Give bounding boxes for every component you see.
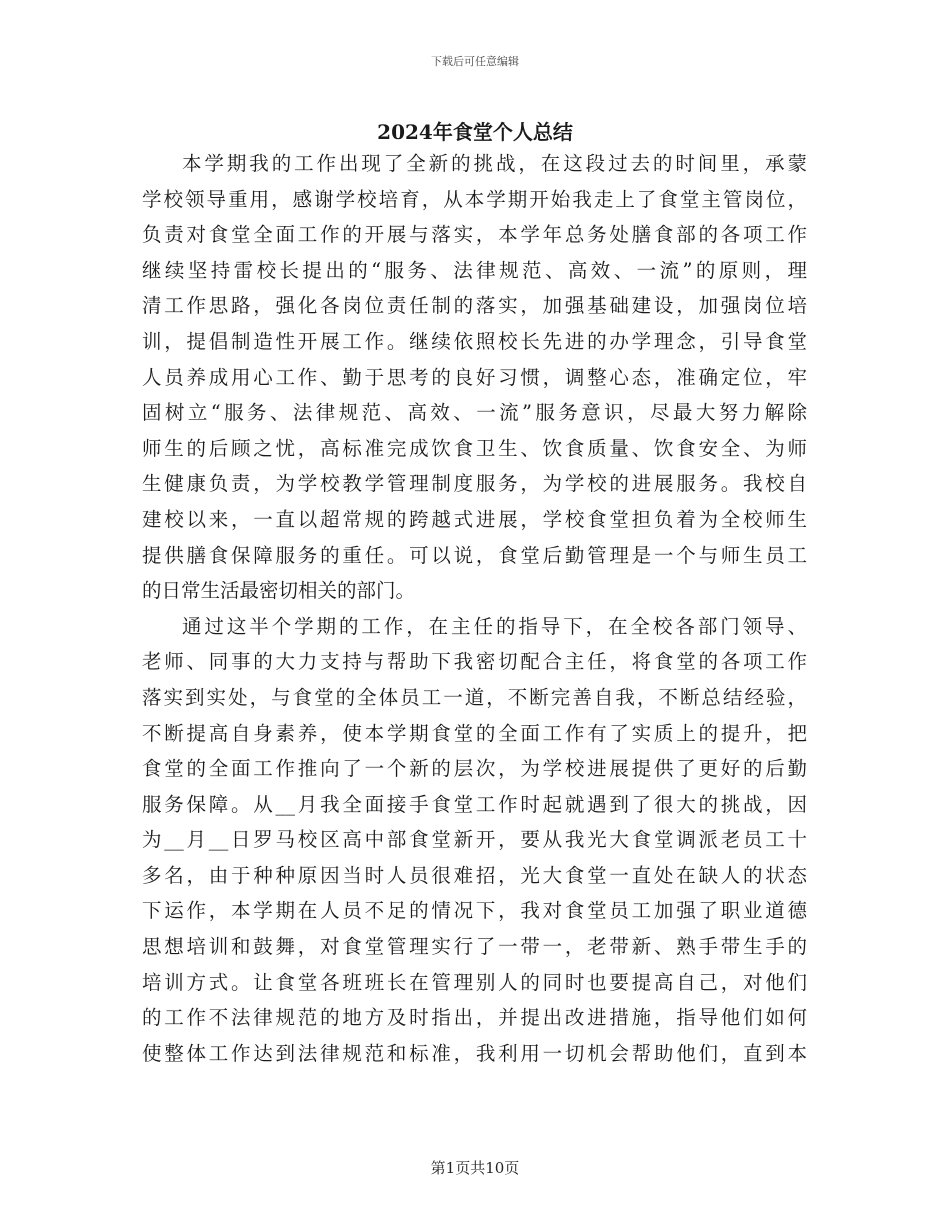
text-line: 的日常生活最密切相关的部门。 [142,579,416,603]
text-line: 建校以来，一直以超常规的跨越式进展，学校食堂担负着为全校师生 [142,507,807,531]
text-line: 下运作，本学期在人员不足的情况下，我对食堂员工加强了职业道德 [142,899,807,923]
text-line: 训，提倡制造性开展工作。继续依照校长先进的办学理念，引导食堂 [142,329,807,353]
text-line: 落实到实处，与食堂的全体员工一道，不断完善自我，不断总结经验， [142,685,807,709]
document-body [142,146,807,1071]
text-line: 使整体工作达到法律规范和标准，我利用一切机会帮助他们，直到本 [142,1041,807,1065]
text-line: 负责对食堂全面工作的开展与落实，本学年总务处膳食部的各项工作 [142,223,807,247]
text-line: 老师、同事的大力支持与帮助下我密切配合主任，将食堂的各项工作 [142,650,807,674]
text-line: 通过这半个学期的工作，在主任的指导下，在全校各部门领导、 [182,614,807,638]
text-line: 继续坚持雷校长提出的“服务、法律规范、高效、一流”的原则，理 [142,258,807,282]
text-line: 学校领导重用，感谢学校培育，从本学期开始我走上了食堂主管岗位， [142,187,807,211]
text-line: 生健康负责，为学校教学管理制度服务，为学校的进展服务。我校自 [142,472,807,496]
text-line: 清工作思路，强化各岗位责任制的落实，加强基础建设，加强岗位培 [142,294,807,318]
text-line: 人员养成用心工作、勤于思考的良好习惯，调整心态，准确定位，牢 [142,365,807,389]
text-line: 师生的后顾之忧，高标准完成饮食卫生、饮食质量、饮食安全、为师 [142,436,807,460]
text-line: 本学期我的工作出现了全新的挑战，在这段过去的时间里，承蒙 [182,152,807,175]
page-header-note: 下载后可任意编辑 [431,55,519,68]
text-line: 培训方式。让食堂各班班长在管理别人的同时也要提高自己，对他们 [142,970,807,994]
paragraph-2 [142,609,807,1072]
text-line: 固树立“服务、法律规范、高效、一流”服务意识，尽最大努力解除 [142,401,807,425]
text-line: 为__月__日罗马校区高中部食堂新开，要从我光大食堂调派老员工十 [142,828,807,852]
text-line: 服务保障。从__月我全面接手食堂工作时起就遇到了很大的挑战，因 [142,792,807,816]
paragraph-1 [142,146,807,609]
text-line: 思想培训和鼓舞，对食堂管理实行了一带一，老带新、熟手带生手的 [142,935,807,959]
text-line: 食堂的全面工作推向了一个新的层次，为学校进展提供了更好的后勤 [142,757,807,781]
document-title: 2024年食堂个人总结 [377,120,573,144]
text-line: 多名，由于种种原因当时人员很难招，光大食堂一直处在缺人的状态 [142,863,807,887]
text-line: 不断提高自身素养，使本学期食堂的全面工作有了实质上的提升，把 [142,721,807,745]
text-line: 提供膳食保障服务的重任。可以说，食堂后勤管理是一个与师生员工 [142,543,807,567]
page-number: 第1页共10页 [430,1159,520,1177]
text-line: 的工作不法律规范的地方及时指出，并提出改进措施，指导他们如何 [142,1006,807,1030]
